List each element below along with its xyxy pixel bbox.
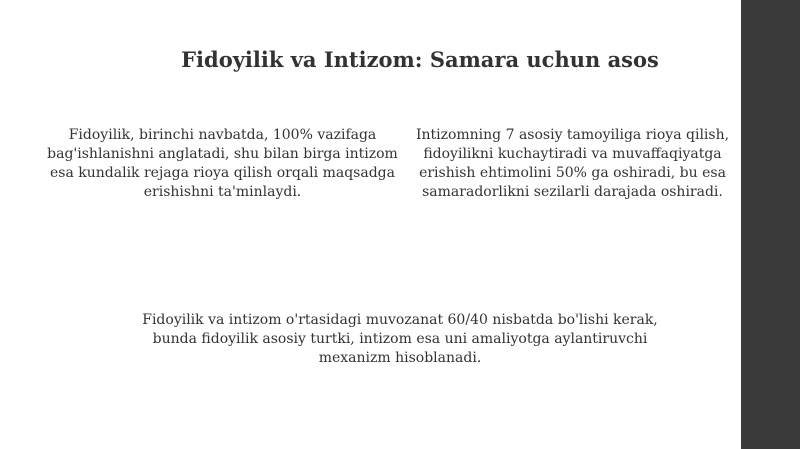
right-paragraph: Intizomning 7 asosiy tamoyiliga rioya qilish, fidoyilikni kuchaytiradi va muvaffaqiyatga erishish ehtimolini 50% ga oshiradi, bu esa samaradorlikni sezilarli darajada oshiradi. <box>415 127 730 200</box>
side-accent-bar <box>741 0 800 449</box>
left-paragraph: Fidoyilik, birinchi navbatda, 100% vazifaga bag'ishlanishni anglatadi, shu bilan birga intizom esa kundalik rejaga rioya qilish orqali maqsadga erishishni ta'minlaydi. <box>47 127 398 200</box>
slide-title: Fidoyilik va Intizom: Samara uchun asos <box>181 47 659 73</box>
bottom-paragraph: Fidoyilik va intizom o'rtasidagi muvozanat 60/40 nisbatda bo'lishi kerak, bunda fidoyilik asosiy turtki, intizom esa uni amaliyotga aylantiruvchi mexanizm hisoblanadi. <box>142 312 658 366</box>
